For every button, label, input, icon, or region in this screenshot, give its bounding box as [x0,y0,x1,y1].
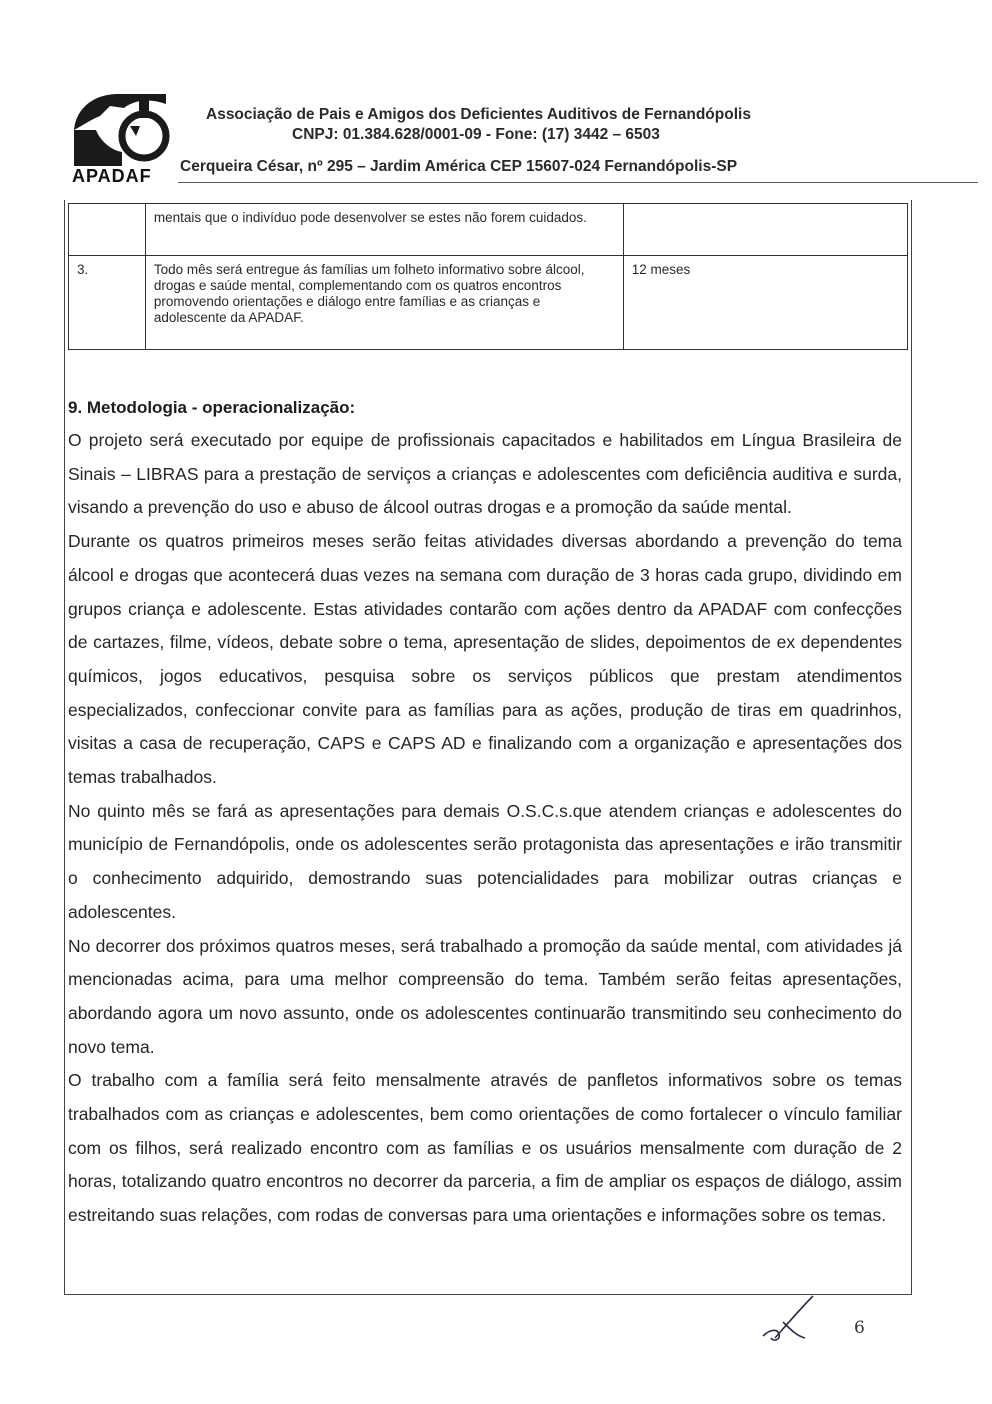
paragraph: No quinto mês se fará as apresentações para demais O.S.C.s.que atendem crianças e adolescentes do município de Fernandópolis, onde os adolescentes serão protagonista das apresentações e irão transmitir o conhecimento adquirido, demostrando suas potencialidades para mobilizar outras crianças e adolescentes. [68,800,902,922]
letterhead [70,86,910,186]
organization-name: Associação de Pais e Amigos dos Deficientes Auditivos de Fernandópolis [206,106,751,123]
paragraph: Durante os quatros primeiros meses serão feitas atividades diversas abordando a prevenção do tema álcool e drogas que acontecerá duas vezes na semana com duração de 3 horas cada grupo, dividindo em grupos criança e adolescente. Estas atividades contarão com ações dentro da APADAF com confecções de cartazes, filme, vídeos, debate sobre o tema, apresentação de slides, depoimentos de ex dependentes químicos, jogos educativos, pesquisa sobre os serviços públicos que prestam atendimentos especializados, confeccionar convite para as famílias para as ações, produção de tiras em quadrinhos, visitas a casa de recuperação, CAPS e CAPS AD e finalizando com a organização e apresentações dos temas trabalhados. [68,531,902,788]
row-duration: 12 meses [623,256,907,350]
activities-table [68,203,908,350]
signature-icon [755,1292,825,1348]
paragraph: O projeto será executado por equipe de profissionais capacitados e habilitados em Língua Brasileira de Sinais – LIBRAS para a prestação de serviços a crianças e adolescentes com deficiência auditiva e surda, visando a prevenção do uso e abuso de álcool outras drogas e a promoção da saúde mental. [68,430,902,518]
section-title: 9. Metodologia - operacionalização: [68,398,356,417]
organization-address: Cerqueira César, nº 295 – Jardim América CEP 15607-024 Fernandópolis-SP [180,158,738,175]
header-divider [178,182,978,183]
paragraph: No decorrer dos próximos quatros meses, será trabalhado a promoção da saúde mental, com atividades já mencionadas acima, para uma melhor compreensão do tema. Também serão feitas apresentações, abordando agora um novo assunto, onde os adolescentes continuarão transmitindo seu conhecimento do novo tema. [68,935,902,1057]
methodology-body [68,424,902,1233]
row-number: 3. [69,256,146,350]
page-number: 6 [854,1318,865,1338]
row-description: mentais que o indivíduo pode desenvolver se estes não forem cuidados. [145,204,623,256]
logo-wordmark: APADAF [72,166,152,186]
organization-contact: CNPJ: 01.384.628/0001-09 - Fone: (17) 3442 – 6503 [292,126,660,143]
row-description: Todo mês será entregue ás famílias um folheto informativo sobre álcool, drogas e saúde mental, complementando com os quatros encontros promovendo orientações e diálogo entre famílias e as crianças e adolescente da APADAF. [145,256,623,350]
row-number [69,204,146,256]
row-duration [623,204,907,256]
table-row [69,204,908,256]
apadaf-logo [70,90,180,186]
paragraph: O trabalho com a família será feito mensalmente através de panfletos informativos sobre os temas trabalhados com as crianças e adolescentes, bem como orientações de como fortalecer o vínculo familiar com os filhos, será realizado encontro com as famílias e os usuários mensalmente com duração de 2 horas, totalizando quatro encontros no decorrer da parceria, a fim de ampliar os espaços de diálogo, assim estreitando suas relações, com rodas de conversas para uma orientações e informações sobre os temas. [68,1070,902,1226]
apadaf-logo-icon [70,90,180,170]
table-row [69,256,908,350]
